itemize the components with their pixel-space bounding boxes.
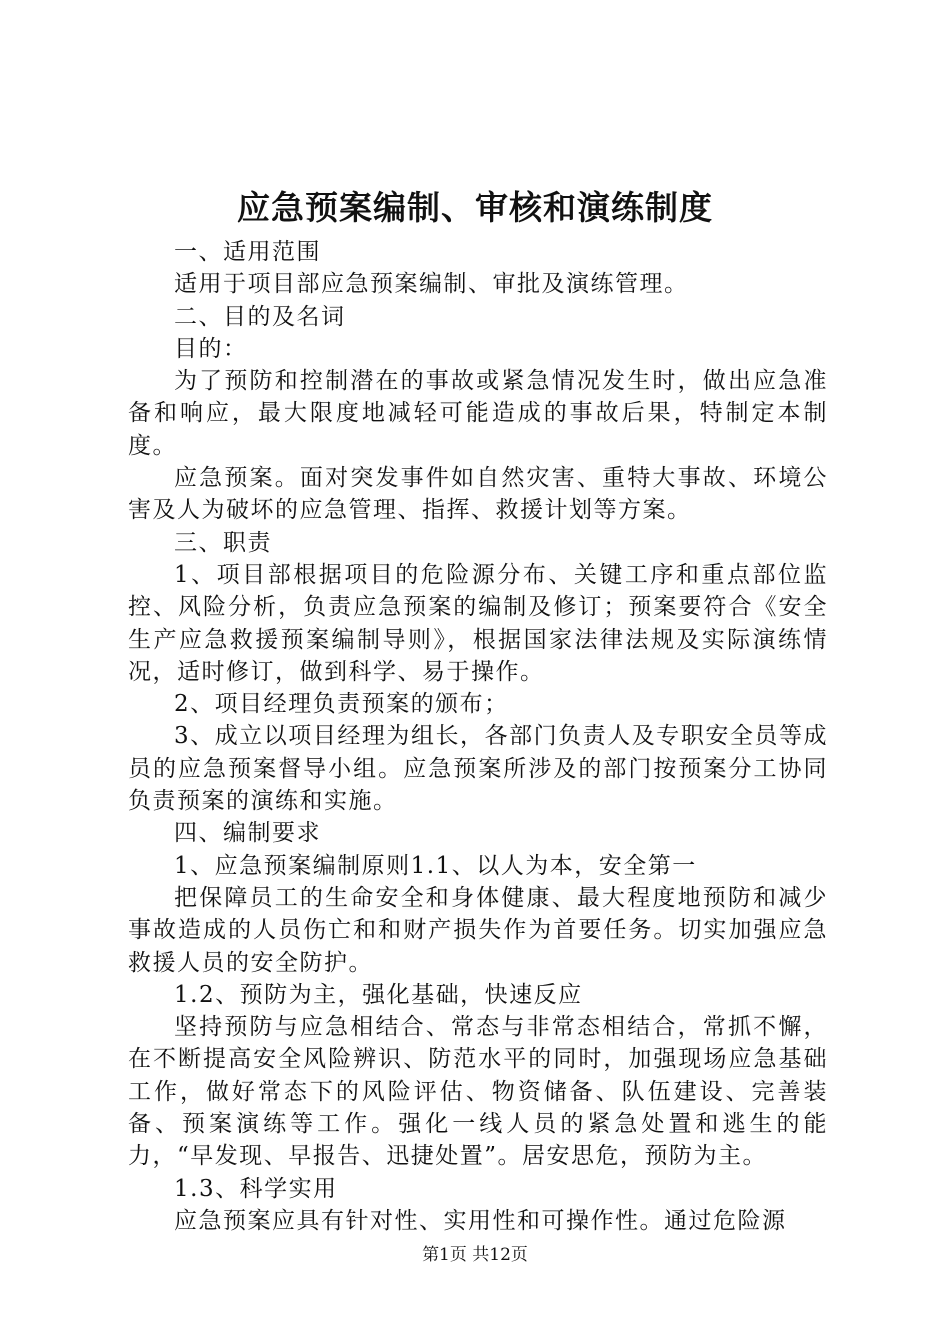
- paragraph: 坚持预防与应急相结合、常态与非常态相结合，常抓不懈，在不断提高安全风险辨识、防范水平的同时，加强现场应急基础工作，做好常态下的风险评估、物资储备、队伍建设、完善装备、预案演练等工作。强化一线人员的紧急处置和逃生的能力，“早发现、早报告、迅捷处置”。居安思危，预防为主。: [128, 1014, 828, 1170]
- paragraph: 适用于项目部应急预案编制、审批及演练管理。: [174, 271, 689, 298]
- section-heading: 一、适用范围: [174, 239, 321, 265]
- paragraph: 应急预案。面对突发事件如自然灾害、重特大事故、环境公害及人为破坏的应急管理、指挥、救援计划等方案。: [128, 465, 828, 524]
- paragraph: 1、应急预案编制原则1.1、以人为本，安全第一: [174, 852, 697, 879]
- paragraph: 1.2、预防为主，强化基础，快速反应: [174, 981, 583, 1008]
- section-heading: 二、目的及名词: [174, 303, 346, 330]
- section-heading: 三、职责: [174, 529, 272, 556]
- paragraph: 把保障员工的生命安全和身体健康、最大程度地预防和减少事故造成的人员伤亡和和财产损失作为首要任务。切实加强应急救援人员的安全防护。: [128, 884, 828, 976]
- section-heading: 四、编制要求: [174, 820, 321, 847]
- page-number: 第1页 共12页: [422, 1245, 528, 1265]
- paragraph: 2、项目经理负责预案的颁布；: [174, 691, 509, 718]
- document-title: 应急预案编制、审核和演练制度: [237, 188, 713, 227]
- paragraph: 1、项目部根据项目的危险源分布、关键工序和重点部位监控、风险分析，负责应急预案的编制及修订；预案要符合《安全生产应急救援预案编制导则》，根据国家法律法规及实际演练情况，适时修订，做到科学、易于操作。: [128, 561, 828, 685]
- paragraph: 应急预案应具有针对性、实用性和可操作性。通过危险源: [174, 1207, 787, 1234]
- document-body: [128, 236, 828, 1237]
- paragraph: 1.3、科学实用: [174, 1175, 338, 1202]
- paragraph: 为了预防和控制潜在的事故或紧急情况发生时，做出应急准备和响应，最大限度地减轻可能造成的事故后果，特制定本制度。: [128, 368, 828, 459]
- paragraph: 目的：: [174, 335, 248, 362]
- paragraph: 3、成立以项目经理为组长，各部门负责人及专职安全员等成员的应急预案督导小组。应急预案所涉及的部门按预案分工协同负责预案的演练和实施。: [128, 723, 828, 815]
